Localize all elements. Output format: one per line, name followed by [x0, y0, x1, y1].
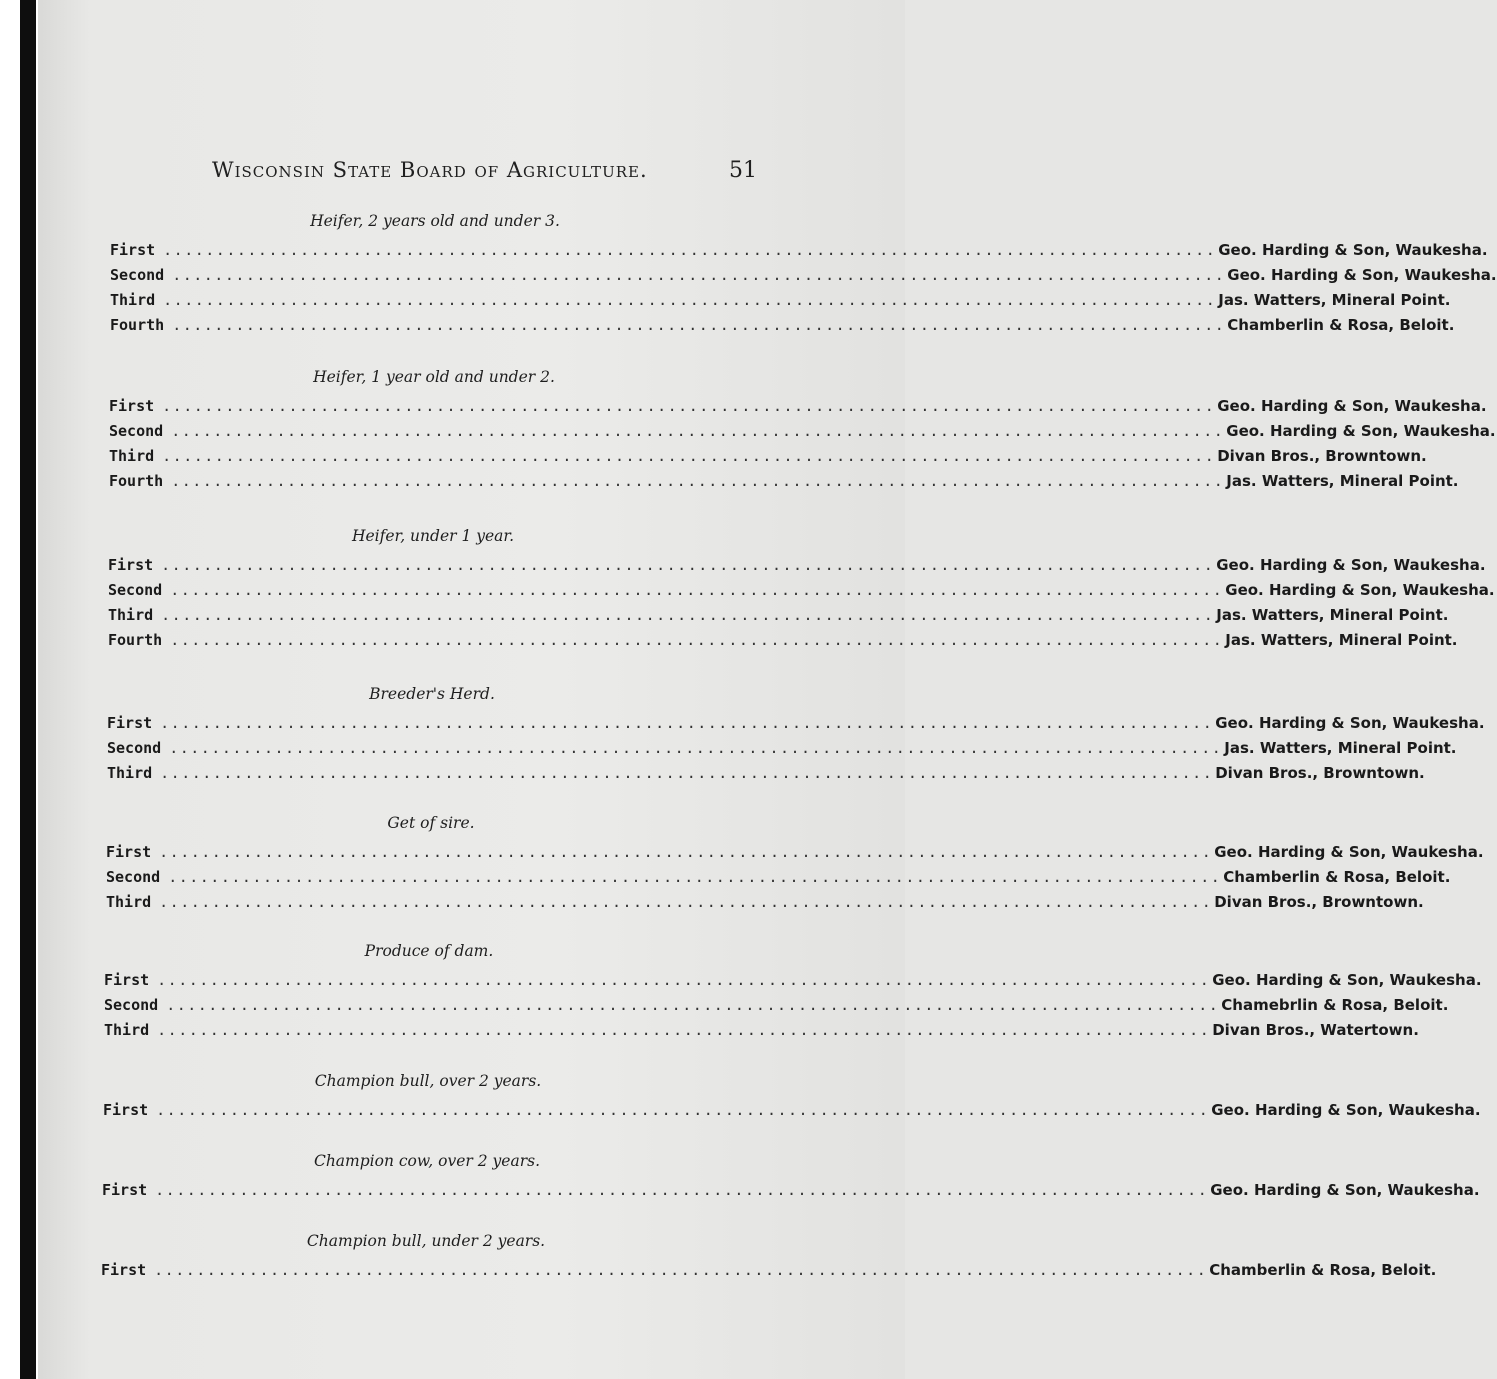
- award-section-get-of-sire: [106, 812, 1484, 915]
- winner-name: Jas. Watters, Mineral Point.: [1225, 631, 1458, 649]
- winner-name: Divan Bros., Browntown.: [1217, 447, 1427, 465]
- section-title: Heifer, 1 year old and under 2.: [313, 368, 555, 386]
- page-header-title: Wisconsin State Board of Agriculture.: [212, 158, 648, 182]
- award-entry: [104, 993, 1449, 1018]
- winner-name: Geo. Harding & Son, Waukesha.: [1216, 556, 1486, 574]
- place-label: Second: [108, 581, 163, 599]
- place-label: Fourth: [109, 472, 164, 490]
- section-title: Breeder's Herd.: [369, 685, 495, 703]
- winner-name: Divan Bros., Browntown.: [1215, 764, 1425, 782]
- winner-name: Geo. Harding & Son, Waukesha.: [1225, 581, 1495, 599]
- place-label: First: [106, 843, 152, 861]
- award-entry: [106, 865, 1451, 890]
- dot-leader: ....................................................................................................: [161, 606, 1215, 624]
- place-label: First: [107, 714, 153, 732]
- award-entry: [110, 263, 1497, 288]
- section-title: Champion cow, over 2 years.: [313, 1152, 541, 1170]
- section-title: Get of sire.: [387, 814, 475, 832]
- winner-name: Geo. Harding & Son, Waukesha.: [1218, 241, 1488, 259]
- section-title: Champion bull, under 2 years.: [306, 1232, 546, 1250]
- award-section-breeders-herd: [107, 683, 1485, 786]
- dot-leader: ....................................................................................................: [170, 631, 1224, 649]
- dot-leader: ....................................................................................................: [163, 241, 1217, 259]
- winner-name: Jas. Watters, Mineral Point.: [1216, 606, 1449, 624]
- place-label: Third: [110, 291, 156, 309]
- award-entry: [104, 968, 1482, 993]
- section-title: Produce of dam.: [364, 942, 494, 960]
- place-label: First: [108, 556, 154, 574]
- place-label: First: [110, 241, 156, 259]
- award-section-heifer-1-year: [109, 366, 1496, 494]
- dot-leader: ....................................................................................................: [161, 556, 1215, 574]
- winner-name: Jas. Watters, Mineral Point.: [1218, 291, 1451, 309]
- place-label: First: [102, 1181, 148, 1199]
- dot-leader: ....................................................................................................: [160, 764, 1214, 782]
- dot-leader: ....................................................................................................: [155, 1181, 1209, 1199]
- winner-name: Jas. Watters, Mineral Point.: [1226, 472, 1459, 490]
- award-entry: [109, 469, 1459, 494]
- dot-leader: ....................................................................................................: [159, 893, 1213, 911]
- award-entry: [109, 444, 1427, 469]
- dot-leader: ....................................................................................................: [159, 843, 1213, 861]
- winner-name: Chamebrlin & Rosa, Beloit.: [1221, 996, 1449, 1014]
- winner-name: Geo. Harding & Son, Waukesha.: [1211, 1101, 1481, 1119]
- place-label: Second: [109, 422, 164, 440]
- winner-name: Divan Bros., Browntown.: [1214, 893, 1424, 911]
- place-label: First: [109, 397, 155, 415]
- award-entry: [101, 1258, 1437, 1283]
- dot-leader: ....................................................................................................: [168, 868, 1222, 886]
- dot-leader: ....................................................................................................: [154, 1261, 1208, 1279]
- winner-name: Geo. Harding & Son, Waukesha.: [1227, 266, 1497, 284]
- dot-leader: ....................................................................................................: [166, 996, 1220, 1014]
- award-entry: [107, 761, 1425, 786]
- award-entry: [109, 394, 1487, 419]
- award-section-champion-bull-over-2: [103, 1070, 1481, 1123]
- award-entry: [110, 288, 1451, 313]
- award-section-champion-bull-under-2: [101, 1230, 1437, 1283]
- award-entry: [110, 238, 1488, 263]
- dot-leader: ....................................................................................................: [171, 422, 1225, 440]
- place-label: First: [101, 1261, 147, 1279]
- award-entry: [104, 1018, 1419, 1043]
- place-label: Third: [104, 1021, 150, 1039]
- award-entry: [109, 419, 1496, 444]
- place-label: Second: [104, 996, 159, 1014]
- winner-name: Geo. Harding & Son, Waukesha.: [1210, 1181, 1480, 1199]
- award-entry: [110, 313, 1455, 338]
- dot-leader: ....................................................................................................: [162, 397, 1216, 415]
- place-label: Fourth: [108, 631, 163, 649]
- section-title: Champion bull, over 2 years.: [314, 1072, 542, 1090]
- dot-leader: ....................................................................................................: [163, 291, 1217, 309]
- place-label: First: [104, 971, 150, 989]
- award-entry: [107, 736, 1457, 761]
- winner-name: Geo. Harding & Son, Waukesha.: [1214, 843, 1484, 861]
- award-entry: [103, 1098, 1481, 1123]
- place-label: Third: [106, 893, 152, 911]
- winner-name: Geo. Harding & Son, Waukesha.: [1226, 422, 1496, 440]
- award-entry: [106, 890, 1424, 915]
- winner-name: Chamberlin & Rosa, Beloit.: [1227, 316, 1455, 334]
- award-entry: [108, 603, 1449, 628]
- winner-name: Geo. Harding & Son, Waukesha.: [1217, 397, 1487, 415]
- place-label: Second: [107, 739, 162, 757]
- dot-leader: ....................................................................................................: [172, 316, 1226, 334]
- dot-leader: ....................................................................................................: [172, 266, 1226, 284]
- place-label: Fourth: [110, 316, 165, 334]
- place-label: Third: [107, 764, 153, 782]
- place-label: Second: [106, 868, 161, 886]
- award-section-heifer-2-years: [110, 210, 1497, 338]
- award-entry: [108, 553, 1486, 578]
- award-entry: [108, 628, 1458, 653]
- dot-leader: ....................................................................................................: [156, 1101, 1210, 1119]
- place-label: Second: [110, 266, 165, 284]
- award-entry: [106, 840, 1484, 865]
- winner-name: Chamberlin & Rosa, Beloit.: [1209, 1261, 1437, 1279]
- award-section-champion-cow-over-2: [102, 1150, 1480, 1203]
- award-section-heifer-under-1-year: [108, 525, 1495, 653]
- winner-name: Jas. Watters, Mineral Point.: [1224, 739, 1457, 757]
- place-label: First: [103, 1101, 149, 1119]
- dot-leader: ....................................................................................................: [157, 971, 1211, 989]
- dot-leader: ....................................................................................................: [162, 447, 1216, 465]
- winner-name: Chamberlin & Rosa, Beloit.: [1223, 868, 1451, 886]
- award-entry: [102, 1178, 1480, 1203]
- award-section-produce-of-dam: [104, 940, 1482, 1043]
- winner-name: Geo. Harding & Son, Waukesha.: [1215, 714, 1485, 732]
- section-title: Heifer, under 1 year.: [351, 527, 515, 545]
- dot-leader: ....................................................................................................: [169, 739, 1223, 757]
- award-entry: [107, 711, 1485, 736]
- book-binding-edge: [0, 0, 38, 1379]
- award-entry: [108, 578, 1495, 603]
- winner-name: Geo. Harding & Son, Waukesha.: [1212, 971, 1482, 989]
- section-title: Heifer, 2 years old and under 3.: [310, 212, 560, 230]
- dot-leader: ....................................................................................................: [171, 472, 1225, 490]
- dot-leader: ....................................................................................................: [157, 1021, 1211, 1039]
- page-number: 51: [729, 158, 757, 183]
- winner-name: Divan Bros., Watertown.: [1212, 1021, 1419, 1039]
- dot-leader: ....................................................................................................: [160, 714, 1214, 732]
- dot-leader: ....................................................................................................: [170, 581, 1224, 599]
- running-header: [212, 158, 757, 188]
- place-label: Third: [108, 606, 154, 624]
- place-label: Third: [109, 447, 155, 465]
